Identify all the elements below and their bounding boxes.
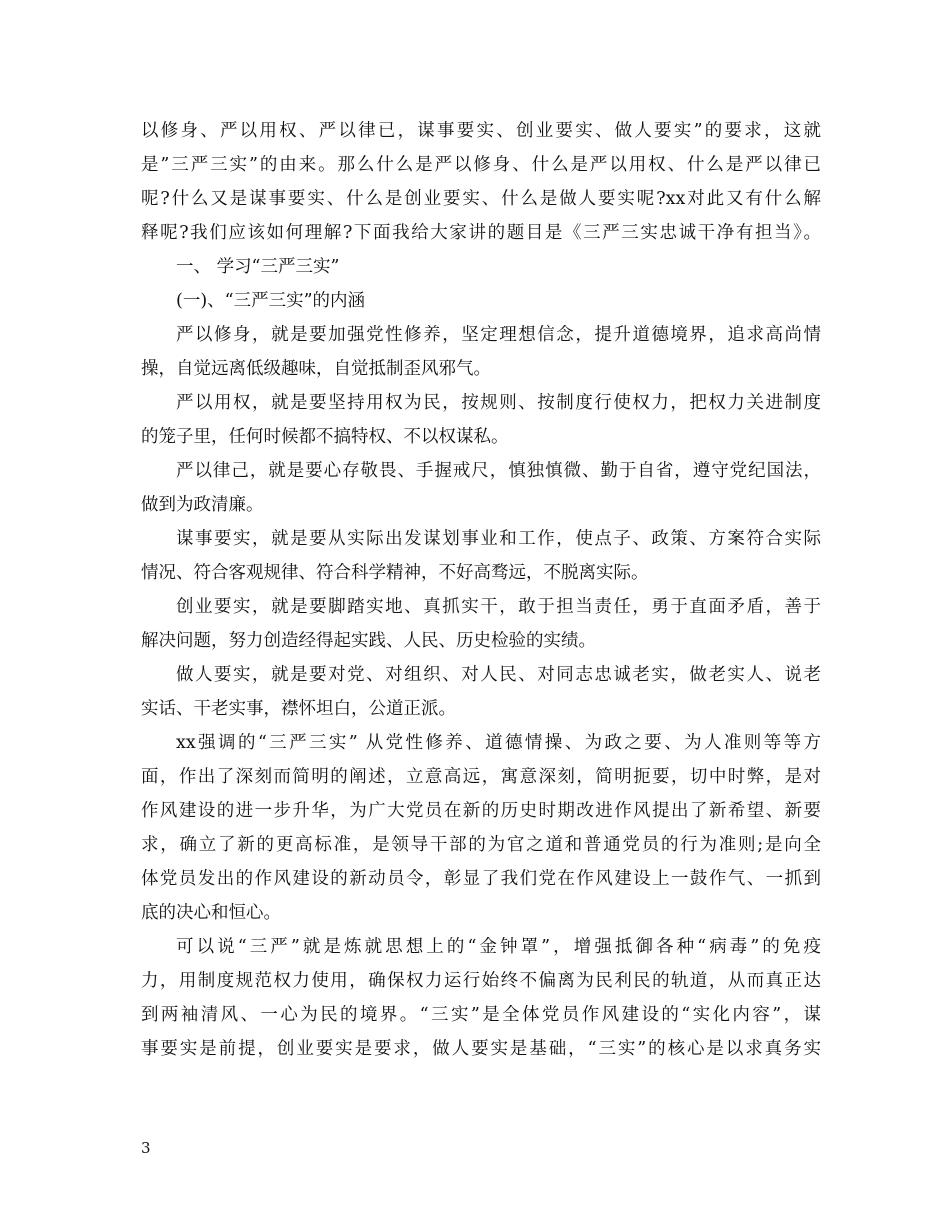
text-line: 体党员发出的作风建设的新动员令，彰显了我们党在作风建设上一鼓作气、一抓到 bbox=[141, 869, 821, 889]
text-line: 以修身、严以用权、严以律已，谋事要实、创业要实、做人要实”的要求，这就 bbox=[141, 121, 821, 141]
section-heading: 一、 学习“三严三实” bbox=[176, 257, 340, 277]
text-line: xx强调的“三严三实” 从党性修养、道德情操、为政之要、为人准则等等方 bbox=[176, 733, 821, 753]
text-line: 操，自觉远离低级趣味，自觉抵制歪风邪气。 bbox=[141, 359, 491, 379]
text-line: 到两袖清风、一心为民的境界。“三实”是全体党员作风建设的“实化内容”，谋 bbox=[141, 1005, 821, 1025]
text-line: 谋事要实，就是要从实际出发谋划事业和工作，使点子、政策、方案符合实际 bbox=[176, 529, 821, 549]
text-line: 底的决心和恒心。 bbox=[141, 903, 281, 923]
text-line: 严以修身，就是要加强党性修养，坚定理想信念，提升道德境界，追求高尚情 bbox=[176, 325, 821, 345]
text-line: 力，用制度规范权力使用，确保权力运行始终不偏离为民利民的轨道，从而真正达 bbox=[141, 971, 821, 991]
text-line: 创业要实，就是要脚踏实地、真抓实干，敢于担当责任，勇于直面矛盾，善于 bbox=[176, 597, 821, 617]
text-line: 是”三严三实”的由来。那么什么是严以修身、什么是严以用权、什么是严以律已 bbox=[141, 155, 821, 175]
body-text bbox=[141, 114, 821, 1066]
text-line: 的笼子里，任何时候都不搞特权、不以权谋私。 bbox=[141, 427, 509, 447]
text-line: 可以说“三严”就是炼就思想上的“金钟罩”，增强抵御各种“病毒”的免疫 bbox=[176, 937, 821, 957]
text-line: 严以用权，就是要坚持用权为民，按规则、按制度行使权力，把权力关进制度 bbox=[176, 393, 821, 413]
text-line: 事要实是前提，创业要实是要求，做人要实是基础，“三实”的核心是以求真务实 bbox=[141, 1039, 821, 1059]
text-line: 情况、符合客观规律、符合科学精神，不好高骛远，不脱离实际。 bbox=[141, 563, 649, 583]
text-line: 求，确立了新的更高标准，是领导干部的为官之道和普通党员的行为准则;是向全 bbox=[141, 835, 821, 855]
page-number: 3 bbox=[141, 1139, 151, 1157]
text-line: 做到为政清廉。 bbox=[141, 495, 264, 515]
text-line: 实话、干老实事，襟怀坦白，公道正派。 bbox=[141, 699, 456, 719]
text-line: 面，作出了深刻而简明的阐述，立意高远，寓意深刻，简明扼要，切中时弊，是对 bbox=[141, 767, 821, 787]
subsection-heading: (一)、“三严三实”的内涵 bbox=[176, 291, 366, 311]
text-line: 解决问题，努力创造经得起实践、人民、历史检验的实绩。 bbox=[141, 631, 596, 651]
text-line: 释呢?我们应该如何理解?下面我给大家讲的题目是《三严三实忠诚干净有担当》。 bbox=[141, 223, 821, 243]
text-line: 呢?什么又是谋事要实、什么是创业要实、什么是做人要实呢?xx对此又有什么解 bbox=[141, 189, 821, 209]
text-line: 做人要实，就是要对党、对组织、对人民、对同志忠诚老实，做老实人、说老 bbox=[176, 665, 821, 685]
text-line: 作风建设的进一步升华，为广大党员在新的历史时期改进作风提出了新希望、新要 bbox=[141, 801, 821, 821]
text-line: 严以律己，就是要心存敬畏、手握戒尺，慎独慎微、勤于自省，遵守党纪国法， bbox=[176, 461, 821, 481]
